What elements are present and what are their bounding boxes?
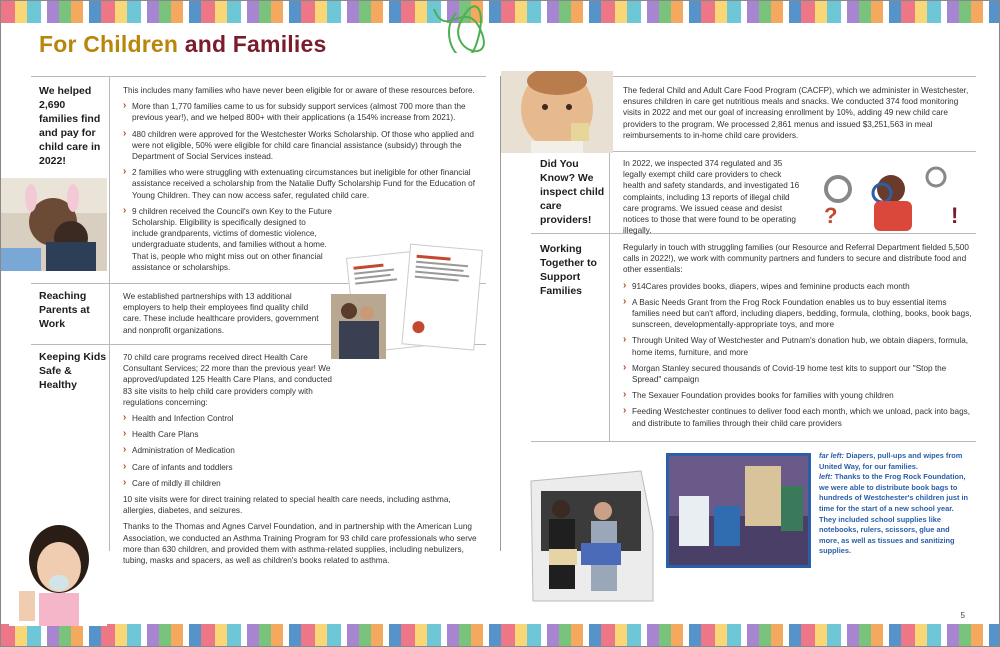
photo-school-supplies [666, 453, 811, 568]
section-label-working-together: Working Together to Support Families [540, 243, 597, 297]
photo-car-trunk-donations [521, 451, 661, 623]
section-rule [31, 76, 486, 77]
section-label-kids-safe: Keeping Kids Safe & Healthy [39, 351, 107, 391]
svg-text:!: ! [951, 203, 959, 228]
list-item: › Through United Way of Westchester and Putnam's donation hub, we obtain diapers, formula, home items, furniture, and more [623, 335, 975, 357]
section-label-parents-at-work: Reaching Parents at Work [39, 290, 90, 330]
page-number: 5 [960, 611, 965, 620]
list-item: › 480 children were approved for the Westchester Works Scholarship. Of those who applied and were not eligible, 50% were eligible for child care financial assistance (subsidy) through the Department of Social Services instead. [123, 129, 478, 163]
list-item: › Care of infants and toddlers [123, 462, 478, 473]
list-item: › Morgan Stanley secured thousands of Covid-19 home test kits to support our "Stop the Spread" campaign [623, 363, 975, 385]
caption-far-left: far left: Diapers, pull-ups and wipes from United Way, for our families. [819, 451, 963, 471]
section-body-kids-safe: 70 child care programs received direct Health Care Consultant Services; 22 more than the previous year! We approved/updated 125 Health Care Plans, and conducted 83 site visits to help child care providers comply with regulations concerning: › Health and Infection Control › Health Care Plans › Administration of Medication › Care of infants and toddlers › Care of mildly ill children 10 site visits were for direct training related to special health care needs, including asthma, allergies, diabetes, and seizures. Thanks to the Thomas and Agnes Carvel Foundation, and in partnership with the American Lung Association, we conducted an Asthma Training Program for 93 child care professionals who serve more than 630 children, and provided them with asthma-related supplies, including nebulizers, tubing, masks and spacers, as well as children's books related to asthma. [123, 352, 478, 571]
inspector-illustration [816, 161, 971, 231]
caption-left: left: Thanks to the Frog Rock Foundation, we were able to distribute book bags to hundreds of Westchester's children just in time for the start of a new school year. They included school supplies like notebooks, rulers, scissors, glue and more, as well as tissues and sanitizing supplies. [819, 472, 969, 556]
list-item: › 9 children received the Council's own Key to the Future Scholarship. Eligibility is specifically designed to include grandparents, victims of domestic violence, undergraduate students, and families without a home. That is, people who might miss out on other financial assistance or scholarships. [123, 206, 332, 273]
page-title: For Children and Families [39, 31, 327, 57]
photo-toddler-eating [501, 71, 613, 153]
list-item: › Health and Infection Control [123, 413, 478, 424]
list-item: › 914Cares provides books, diapers, wipes and feminine products each month [623, 281, 975, 292]
scribble-decoration [426, 1, 496, 53]
photo-caption [819, 451, 969, 557]
section-body-inspections: In 2022, we inspected 374 regulated and 35 legally exempt child care providers to check health and safety standards, and investigated 16 complaints, including 13 reports of illegal child care programs. We issued cease and desist notices to those that were found to be operating illegally. [623, 159, 800, 236]
list-item: › More than 1,770 families came to us for subsidy support services (almost 700 more than the previous year!), and we helped 800+ with their applications (a 154% increase from 2021). [123, 101, 478, 123]
section-body-parents-at-work: We established partnerships with 13 additional employers to help their employees find quality child care. These include healthcare providers, government and nonprofit organizations. [123, 292, 319, 335]
section-body-families-helped: This includes many families who have never been eligible for or aware of these resources before. › More than 1,770 families came to us for subsidy support services (almost 700 more than the previous year!), and we helped 800+ with their applications (a 154% increase from 2021). › 480 children were approved for the Westchester Works Scholarship. Of those who applied and were not eligible, 50% were eligible for child care financial assistance (subsidy) through the Department of Social Services instead. › 2 families who were struggling with extenuating circumstances but ineligible for other financial assistance received a scholarship from the Natalie Duffy Scholarship Fund for the Education of Young Children. They can now access safer, regulated child care. › 9 children received the Council's own Key to the Future Scholarship. Eligibility is specifically designed to include grandparents, victims of domestic violence, undergraduate students, and families without a home. That is, people who might miss out on other financial assistance or scholarships. [123, 85, 478, 278]
column-rule [109, 76, 110, 551]
section-body-food-program: The federal Child and Adult Care Food Program (CACFP), which we administer in Westchester, ensures children in care get nutritious meals and snacks. We conducted 374 food monitoring visits in 2022 and met our goal of increasing enrollment by 10%, adding 49 new child care providers to the program. We processed 2,861 menus and issued $3,251,563 in meal reimbursements to in-home child care providers. [623, 86, 969, 140]
decorative-bottom-border [1, 624, 999, 646]
photo-parent-and-child [1, 178, 107, 271]
svg-text:?: ? [824, 203, 838, 228]
section-rule [531, 441, 976, 442]
list-item: › Administration of Medication [123, 445, 478, 456]
brochure-images [331, 239, 491, 364]
list-item: › A Basic Needs Grant from the Frog Rock Foundation enables us to buy essential items families need but can't afford, including diapers, bedding, formula, clothing, books, book bags, sunscreen, developmentally-appropriate toys, and more [623, 297, 975, 331]
section-body-working-together: Regularly in touch with struggling families (our Resource and Referral Department fielded 5,500 calls in 2022!), we work with community partners and funders to secure and distribute food and other essentials: › 914Cares provides books, diapers, wipes and feminine products each month › A Basic Needs Grant from the Frog Rock Foundation enables us to buy essential items families need but can't afford, including diapers, bedding, formula, clothing, books, book bags, sunscreen, developmentally-appropriate toys, and more › Through United Way of Westchester and Putnam's donation hub, we obtain diapers, formula, home items, furniture, and more › Morgan Stanley secured thousands of Covid-19 home test kits to support our "Stop the Spread" campaign › The Sexauer Foundation provides books for families with young children › Feeding Westchester continues to deliver food each month, which we unload, pack into bags, and distribute to families through their child care providers [623, 242, 975, 434]
list-item: › Feeding Westchester continues to deliver food each month, which we unload, pack into bags, and distribute to families through their child care providers [623, 406, 975, 428]
list-item: › The Sexauer Foundation provides books for families with young children [623, 390, 975, 401]
photo-child-with-nebulizer [9, 521, 107, 626]
list-item: › Care of mildly ill children [123, 478, 478, 489]
section-label-inspections: Did You Know? We inspect child care providers! [540, 158, 605, 226]
section-label-families-helped: We helped 2,690 families find and pay for child care in 2022! [39, 85, 101, 167]
decorative-top-border [1, 1, 999, 23]
list-item: › 2 families who were struggling with extenuating circumstances but ineligible for other financial assistance received a scholarship from the Natalie Duffy Scholarship Fund for the Education of Young Children. They can now access safer, regulated child care. [123, 167, 478, 201]
list-item: › Health Care Plans [123, 429, 478, 440]
